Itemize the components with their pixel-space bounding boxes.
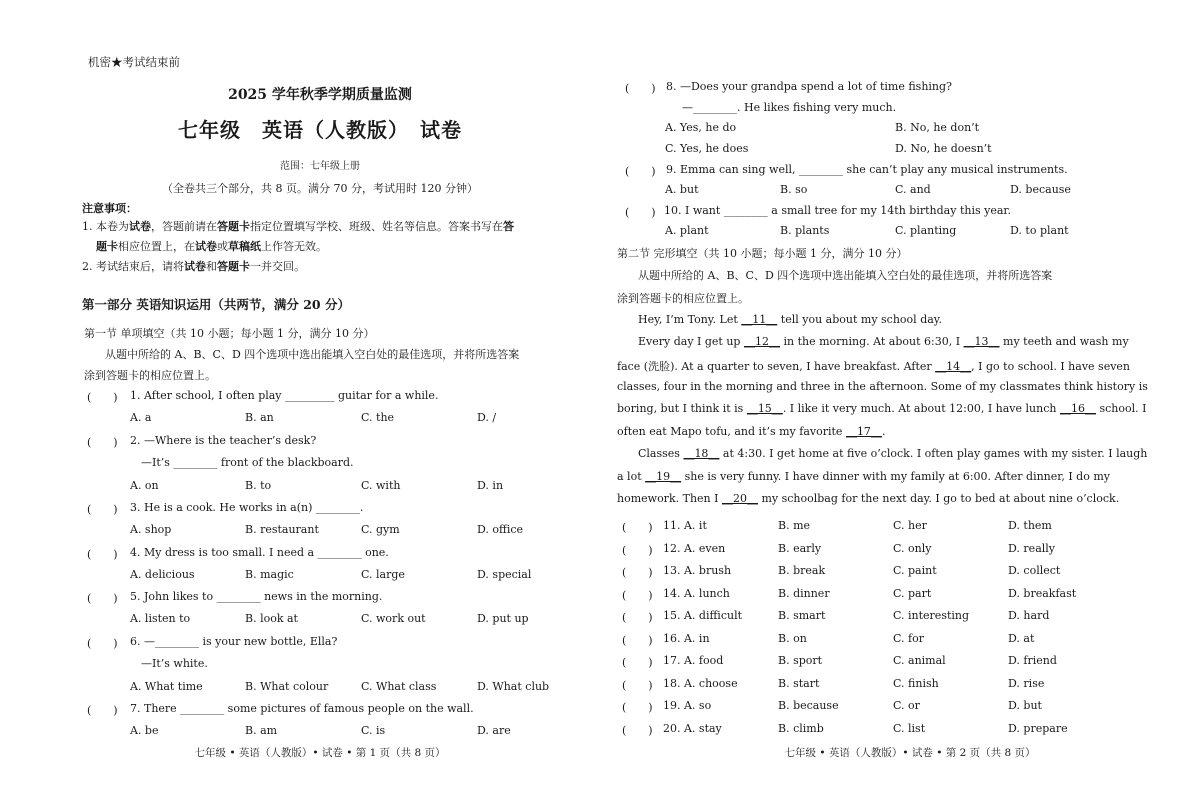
section-1-instructions-2: 涂到答题卡的相应位置上。 (84, 369, 216, 382)
blank-11: __11__ (741, 313, 778, 326)
question-8-option: D. No, he doesn’t (895, 142, 992, 155)
answer-bracket[interactable]: ( ) (87, 592, 118, 605)
blank-17: __17__ (845, 425, 882, 438)
cloze-option: D. friend (1008, 654, 1057, 667)
cloze-option: D. collect (1008, 564, 1061, 577)
cloze-option: 20. A. stay (663, 721, 722, 735)
section-2-heading: 第二节 完形填空（共 10 小题；每小题 1 分，满分 10 分） (617, 247, 908, 260)
question-option: B. restaurant (245, 523, 319, 536)
answer-bracket[interactable]: ( ) (622, 543, 653, 557)
cloze-option: C. finish (893, 676, 939, 690)
question-option: A. shop (130, 523, 172, 536)
cloze-option: B. me (778, 519, 811, 532)
question-option: C. is (361, 724, 386, 737)
question-option: B. look at (245, 612, 298, 625)
question-10-option: B. plants (780, 224, 830, 237)
answer-bracket[interactable]: ( ) (622, 633, 653, 647)
question-option: B. What colour (245, 680, 329, 693)
blank-18: __18__ (683, 447, 720, 460)
cloze-option: C. part (893, 586, 932, 600)
blank-15: __15__ (746, 402, 783, 415)
question-stem-2: —It’s white. (141, 657, 208, 670)
answer-bracket[interactable]: ( ) (87, 704, 118, 717)
cloze-option: 12. A. even (663, 541, 726, 555)
section-1-instructions-1: 从题中所给的 A、B、C、D 四个选项中选出能填入空白处的最佳选项，并将所选答案 (105, 348, 520, 361)
passage-line: Classes __18__ at 4:30. I get home at five o’clock. I often play games with my sister. I laugh (638, 447, 1148, 460)
question-option: A. on (130, 479, 159, 492)
cloze-option: C. only (893, 541, 932, 555)
cloze-option: D. hard (1008, 609, 1050, 622)
question-option: C. What class (361, 680, 437, 693)
question-8-option: B. No, he don’t (895, 121, 980, 134)
blank-14: __14__ (935, 360, 972, 373)
cloze-option: D. breakfast (1008, 586, 1077, 600)
answer-bracket[interactable]: ( ) (622, 611, 653, 624)
answer-bracket[interactable]: ( ) (625, 206, 656, 219)
question-option: B. to (245, 479, 272, 492)
answer-bracket[interactable]: ( ) (87, 637, 118, 650)
passage-line: homework. Then I __20__ my schoolbag for the next day. I go to bed at about nine o’clock. (617, 492, 1120, 505)
question-10-option: C. planting (895, 224, 957, 237)
question-8-option: A. Yes, he do (665, 121, 737, 134)
answer-bracket[interactable]: ( ) (625, 82, 656, 95)
answer-bracket[interactable]: ( ) (622, 701, 653, 714)
question-option: A. listen to (130, 612, 191, 625)
question-9-stem: 9. Emma can sing well, ________ she can’t play any musical instruments. (666, 163, 1068, 176)
question-option: D. office (477, 523, 524, 536)
page-1-footer: 七年级 • 英语（人教版）• 试卷 • 第 1 页（共 8 页） (194, 747, 446, 759)
cloze-option: C. paint (893, 564, 937, 577)
question-8-option: C. Yes, he does (665, 142, 749, 155)
question-8-stem: 8. —Does your grandpa spend a lot of time fishing? (666, 80, 952, 93)
cloze-option: D. at (1008, 631, 1035, 645)
answer-bracket[interactable]: ( ) (622, 656, 653, 669)
question-option: D. / (477, 411, 497, 424)
note-1-line-2: 题卡相应位置上，在试卷或草稿纸上作答无效。 (96, 240, 327, 253)
answer-bracket[interactable]: ( ) (622, 588, 653, 602)
cloze-option: B. early (778, 541, 822, 555)
section-2-instructions-2: 涂到答题卡的相应位置上。 (617, 292, 749, 305)
question-option: C. gym (361, 523, 400, 536)
cloze-option: C. for (893, 631, 924, 645)
answer-bracket[interactable]: ( ) (622, 566, 653, 579)
cloze-option: 16. A. in (663, 631, 710, 645)
answer-bracket[interactable]: ( ) (625, 165, 656, 178)
cloze-option: B. because (778, 699, 839, 712)
question-option: C. work out (361, 612, 426, 625)
cloze-option: B. sport (778, 654, 823, 667)
blank-13: __13__ (963, 335, 1000, 348)
cloze-option: 15. A. difficult (663, 609, 743, 622)
answer-bracket[interactable]: ( ) (87, 548, 118, 561)
cloze-option: 14. A. lunch (663, 586, 730, 600)
cloze-option: B. smart (778, 609, 826, 622)
cloze-option: D. really (1008, 541, 1055, 555)
question-8-stem-2: —________. He likes fishing very much. (682, 101, 897, 114)
exam-title: 2025 学年秋季学期质量监测 (228, 87, 412, 103)
passage-line: often eat Mapo tofu, and it’s my favorite __17__. (617, 425, 886, 438)
question-option: B. magic (245, 568, 294, 581)
question-stem-2: —It’s ________ front of the blackboard. (141, 456, 354, 469)
blank-16: __16__ (1059, 402, 1096, 415)
exam-subtitle: 七年级 英语（人教版） 试卷 (178, 118, 462, 142)
exam-scope: 范围：七年级上册 (280, 161, 360, 172)
exam-info: （全卷共三个部分，共 8 页。满分 70 分，考试用时 120 分钟） (162, 182, 478, 195)
question-9-option: B. so (780, 183, 808, 196)
passage-line: Hey, I’m Tony. Let __11__ tell you about my school day. (638, 313, 943, 326)
question-option: D. put up (477, 612, 529, 625)
question-option: D. What club (477, 680, 550, 693)
question-option: D. in (477, 479, 504, 492)
page-2-footer: 七年级 • 英语（人教版）• 试卷 • 第 2 页（共 8 页） (784, 747, 1036, 759)
cloze-option: B. start (778, 676, 820, 690)
question-option: B. am (245, 724, 278, 737)
passage-line: Every day I get up __12__ in the morning. At about 6:30, I __13__ my teeth and wash my (638, 335, 1129, 348)
part-1-heading: 第一部分 英语知识运用（共两节，满分 20 分） (82, 297, 350, 312)
question-option: C. with (361, 479, 401, 492)
cloze-option: 11. A. it (663, 519, 707, 532)
cloze-option: 19. A. so (663, 699, 712, 712)
cloze-option: D. them (1008, 519, 1052, 532)
question-10-option: A. plant (665, 224, 709, 237)
question-10-stem: 10. I want ________ a small tree for my 14th birthday this year. (664, 204, 1011, 217)
passage-line: classes, four in the morning and three in the afternoon. Some of my classmates think history is (617, 380, 1148, 393)
question-stem: 7. There ________ some pictures of famous people on the wall. (130, 702, 474, 715)
cloze-option: C. or (893, 699, 920, 712)
blank-20: __20__ (721, 492, 758, 505)
question-stem: 2. —Where is the teacher’s desk? (130, 434, 317, 447)
question-option: A. What time (130, 680, 203, 693)
question-option: C. large (361, 568, 405, 581)
cloze-option: D. rise (1008, 676, 1045, 690)
cloze-option: C. her (893, 519, 927, 532)
cloze-option: D. but (1008, 699, 1042, 712)
passage-line: face (洗脸). At a quarter to seven, I have breakfast. After __14__, I go to school. I have seven (617, 360, 1131, 373)
blank-12: __12__ (743, 335, 780, 348)
passage-line: a lot __19__ she is very funny. I have dinner with my family at 6:00. After dinner, I do my (617, 470, 1110, 483)
answer-bracket[interactable]: ( ) (622, 723, 653, 737)
question-option: A. delicious (130, 568, 195, 581)
question-option: C. the (361, 411, 395, 424)
cloze-option: B. climb (778, 721, 824, 735)
cloze-option: 17. A. food (663, 654, 724, 667)
cloze-option: 13. A. brush (663, 564, 732, 577)
section-1-heading: 第一节 单项填空（共 10 小题；每小题 1 分，满分 10 分） (84, 327, 375, 340)
note-2: 2. 考试结束后，请将试卷和答题卡一并交回。 (82, 260, 305, 273)
answer-bracket[interactable]: ( ) (87, 503, 118, 516)
cloze-option: D. prepare (1008, 721, 1068, 735)
cloze-option: B. break (778, 564, 826, 577)
question-option: A. a (130, 411, 152, 424)
section-2-instructions-1: 从题中所给的 A、B、C、D 四个选项中选出能填入空白处的最佳选项，并将所选答案 (638, 269, 1053, 282)
question-stem: 4. My dress is too small. I need a ________ one. (130, 546, 389, 559)
question-9-option: A. but (665, 183, 699, 196)
question-stem: 6. —________ is your new bottle, Ella? (130, 635, 338, 648)
question-option: D. are (477, 724, 511, 737)
answer-bracket[interactable]: ( ) (87, 391, 118, 404)
question-9-option: D. because (1010, 183, 1071, 196)
question-option: D. special (477, 568, 532, 581)
notes-heading: 注意事项： (82, 202, 137, 215)
question-10-option: D. to plant (1010, 224, 1069, 237)
cloze-option: C. list (893, 721, 926, 735)
cloze-option: B. dinner (778, 586, 830, 600)
passage-line: boring, but I think it is __15__. I like it very much. At about 12:00, I have lunch __16__ school. I (617, 402, 1147, 415)
question-9-option: C. and (895, 183, 931, 196)
question-stem: 3. He is a cook. He works in a(n) ________. (130, 501, 364, 514)
answer-bracket[interactable]: ( ) (622, 521, 653, 534)
question-stem: 1. After school, I often play _________ guitar for a while. (130, 389, 439, 402)
cloze-option: C. interesting (893, 609, 970, 622)
confidential-label: 机密★考试结束前 (88, 55, 180, 69)
exam-page-2 (600, 0, 1200, 802)
question-stem: 5. John likes to ________ news in the morning. (130, 590, 383, 603)
cloze-option: C. animal (893, 654, 946, 667)
answer-bracket[interactable]: ( ) (622, 678, 653, 692)
cloze-option: B. on (778, 631, 807, 645)
question-option: B. an (245, 411, 274, 424)
question-option: A. be (130, 724, 159, 737)
answer-bracket[interactable]: ( ) (87, 436, 118, 449)
blank-19: __19__ (645, 470, 682, 483)
cloze-option: 18. A. choose (663, 676, 738, 690)
note-1-line-1: 1. 本卷为试卷，答题前请在答题卡指定位置填写学校、班级、姓名等信息。答案书写在答 (82, 220, 514, 233)
